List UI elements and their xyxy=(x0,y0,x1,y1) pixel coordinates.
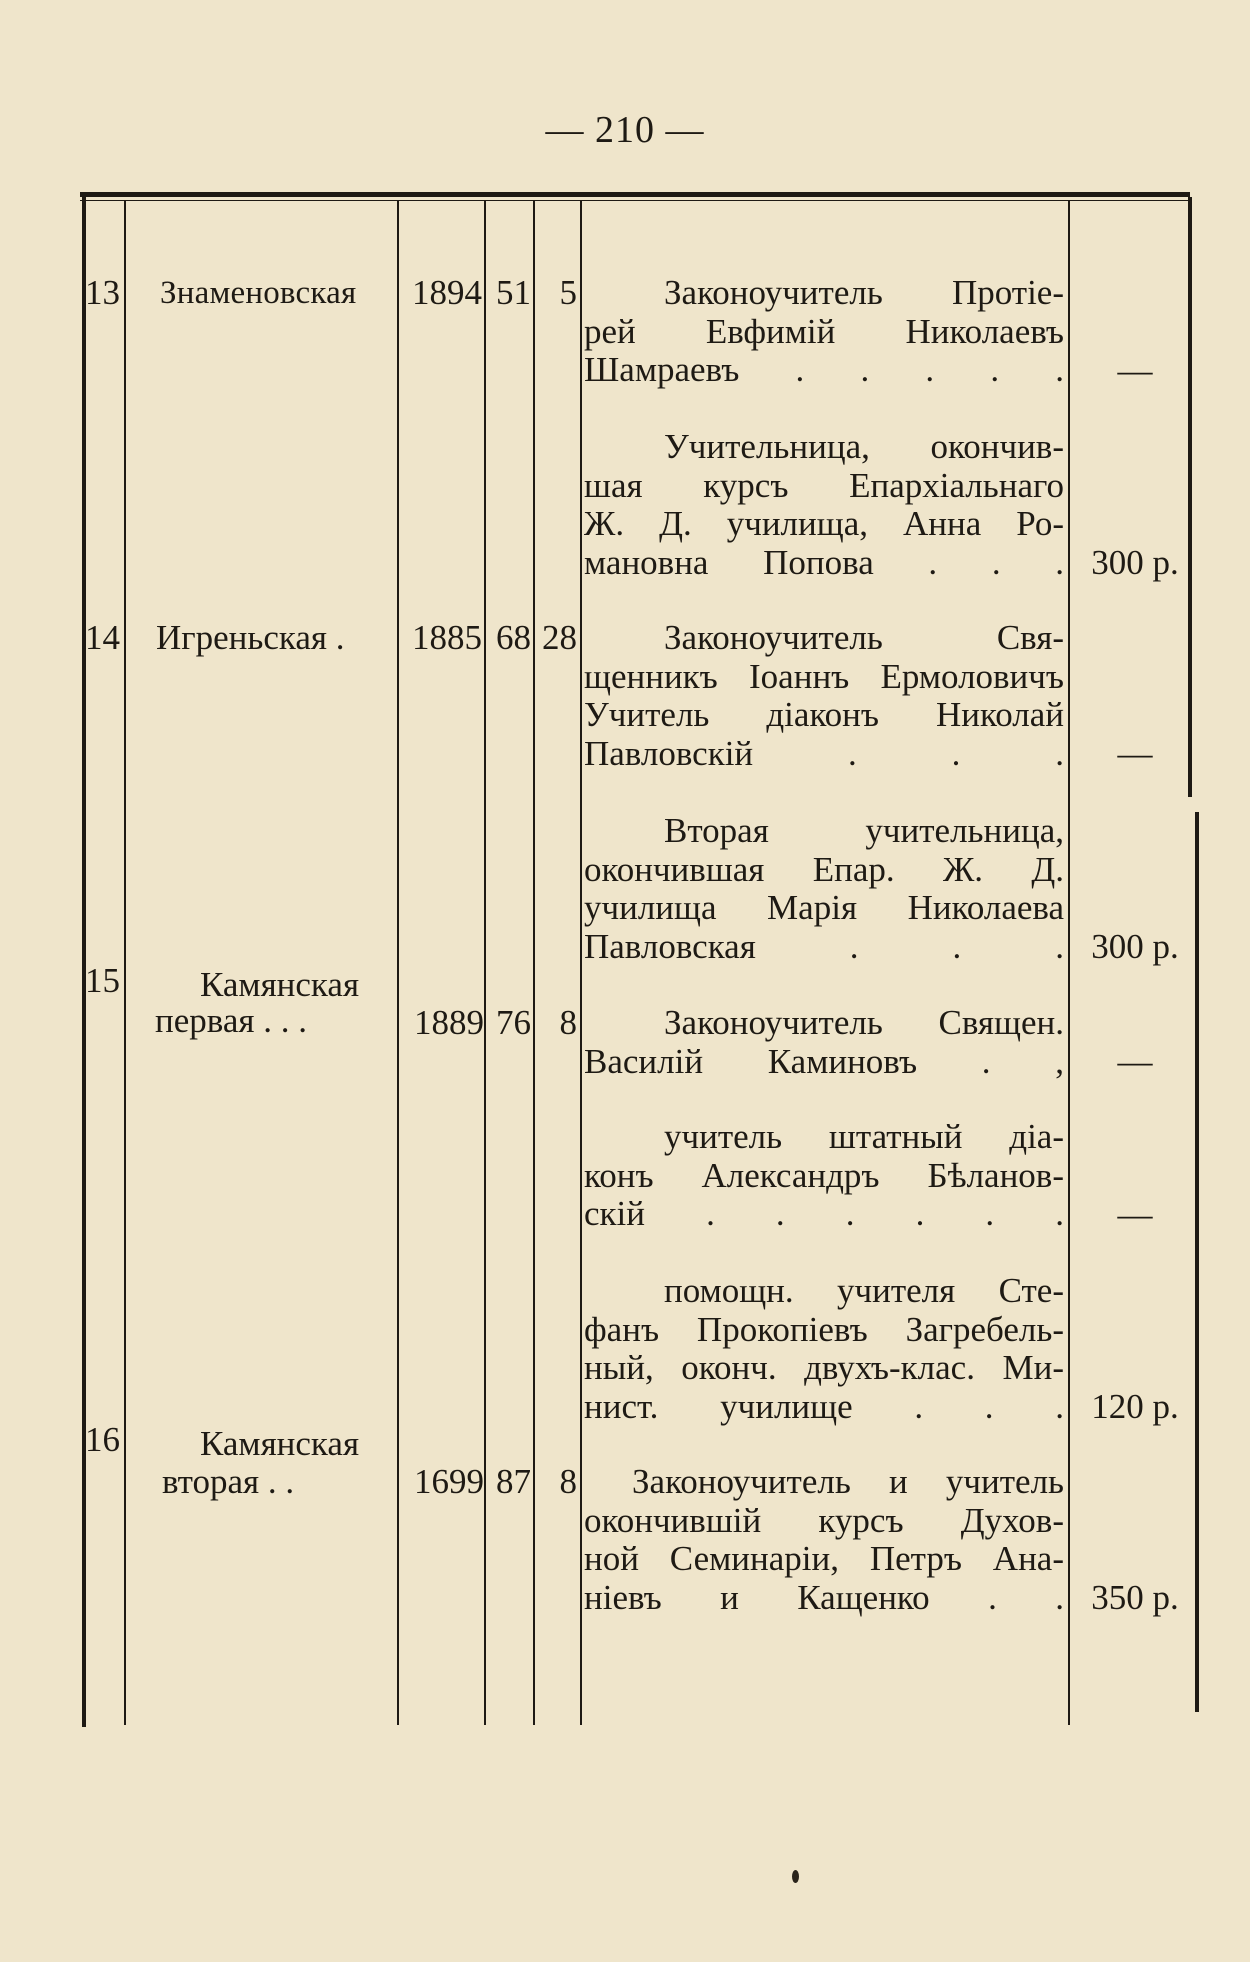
staff-line: Законоучитель и учитель xyxy=(632,1462,1064,1501)
staff-line: училища Марія Николаева xyxy=(584,888,1064,927)
staff-entry xyxy=(584,428,1064,582)
ink-spot xyxy=(792,1870,799,1883)
table-top-rule xyxy=(80,192,1190,197)
staff-line: помощн. учителя Сте- xyxy=(664,1271,1064,1310)
staff-entry xyxy=(584,619,1064,773)
column-divider-number xyxy=(124,200,126,1725)
table-right-border-lower xyxy=(1195,812,1199,1712)
girls-count: 5 xyxy=(559,273,577,312)
school-name: вторая . . xyxy=(162,1462,295,1501)
staff-line: учитель штатный діа- xyxy=(664,1117,1064,1156)
founding-year: 1699 xyxy=(414,1462,484,1501)
girls-count: 28 xyxy=(542,618,577,657)
page-number: — 210 — xyxy=(545,109,705,151)
staff-line: Шамраевъ . . . . . xyxy=(584,350,1064,389)
staff-line: окончившая Епар. Ж. Д. xyxy=(584,849,1064,889)
column-divider-girls xyxy=(580,200,582,1725)
staff-line: Ж. Д. училища, Анна Ро- xyxy=(584,504,1064,543)
salary-value: — xyxy=(1117,1042,1153,1081)
staff-line: мановна Попова . . . xyxy=(584,542,1064,582)
staff-line: Василій Каминовъ . , xyxy=(584,1041,1064,1081)
staff-line: скій . . . . . . xyxy=(584,1194,1064,1233)
staff-line: ніевъ и Кащенко . . xyxy=(584,1577,1064,1617)
school-name: Камянская xyxy=(200,1424,360,1463)
founding-year: 1889 xyxy=(414,1003,484,1042)
girls-count: 8 xyxy=(559,1462,577,1501)
salary-value: — xyxy=(1117,1195,1153,1234)
staff-line: конъ Александръ Бѣланов- xyxy=(584,1155,1064,1195)
staff-line: ный, оконч. двухъ-клас. Ми- xyxy=(584,1348,1064,1387)
staff-line: Законоучитель Священ. xyxy=(664,1003,1064,1042)
school-name: Камянская xyxy=(200,965,360,1004)
school-name: Игреньская . xyxy=(156,618,345,657)
row-number: 16 xyxy=(85,1420,120,1459)
staff-line: шая курсъ Епархіальнаго xyxy=(584,465,1064,505)
staff-line: Учительница, окончив- xyxy=(664,427,1064,466)
row-number: 14 xyxy=(85,618,120,657)
staff-line: нист. училище . . . xyxy=(584,1386,1064,1426)
staff-line: ной Семинаріи, Петръ Ана- xyxy=(584,1539,1064,1578)
row-number: 13 xyxy=(85,273,120,312)
staff-line: Законоучитель Протіе- xyxy=(664,273,1064,312)
boys-count: 51 xyxy=(496,273,531,312)
staff-entry xyxy=(584,274,1064,390)
row-number: 15 xyxy=(85,961,120,1000)
staff-entry xyxy=(584,1463,1064,1617)
boys-count: 68 xyxy=(496,618,531,657)
staff-line: Павловская . . . xyxy=(584,926,1064,966)
staff-entry xyxy=(584,812,1064,966)
staff-entry xyxy=(584,1118,1064,1234)
staff-entry xyxy=(584,1272,1064,1426)
staff-line: рей Евфимій Николаевъ xyxy=(584,311,1064,351)
salary-value: 300 р. xyxy=(1091,543,1179,582)
founding-year: 1885 xyxy=(412,618,482,657)
girls-count: 8 xyxy=(559,1003,577,1042)
staff-line: Законоучитель Свя- xyxy=(664,618,1064,657)
salary-value: — xyxy=(1117,734,1153,773)
founding-year: 1894 xyxy=(412,273,482,312)
staff-line: щенникъ Іоаннъ Ермоловичъ xyxy=(584,656,1064,696)
salary-value: 120 р. xyxy=(1091,1387,1179,1426)
salary-value: — xyxy=(1117,351,1153,390)
boys-count: 87 xyxy=(496,1462,531,1501)
staff-line: Вторая учительница, xyxy=(664,811,1064,850)
salary-value: 300 р. xyxy=(1091,927,1179,966)
staff-line: Павловскій . . . xyxy=(584,733,1064,773)
staff-line: фанъ Прокопіевъ Загребель- xyxy=(584,1309,1064,1349)
table-right-border xyxy=(1188,197,1192,797)
staff-line: Учитель діаконъ Николай xyxy=(584,695,1064,734)
staff-entry xyxy=(584,1004,1064,1081)
salary-value: 350 р. xyxy=(1091,1578,1179,1617)
school-name: Знаменовская xyxy=(160,275,357,311)
table-top-rule-thin xyxy=(80,200,1190,201)
boys-count: 76 xyxy=(496,1003,531,1042)
column-divider-staff xyxy=(1068,200,1070,1725)
school-name: первая . . . xyxy=(155,1001,307,1040)
staff-line: окончившій курсъ Духов- xyxy=(584,1500,1064,1540)
